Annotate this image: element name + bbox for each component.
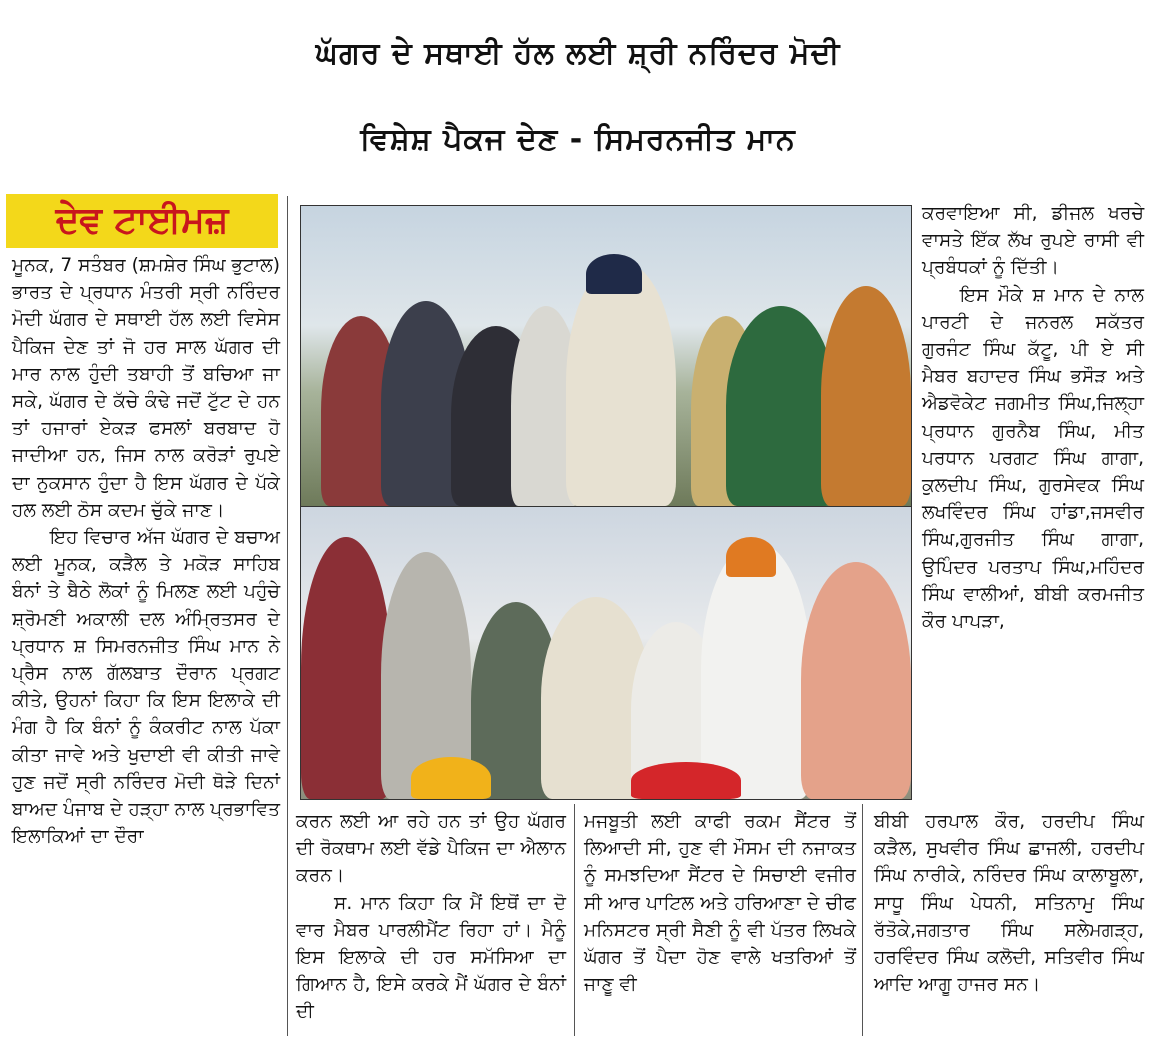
photo-figure: [726, 306, 836, 506]
source-badge: ਦੇਵ ਟਾਈਮਜ਼: [6, 194, 278, 248]
article-column-5: [874, 808, 1144, 998]
article-column-1: [12, 252, 280, 850]
photo-figure: [821, 286, 911, 506]
article-column-3: [584, 808, 856, 998]
article-paragraph: ਬੀਬੀ ਹਰਪਾਲ ਕੌਰ, ਹਰਦੀਪ ਸਿੰਘ ਕੜੈਲ, ਸੁਖਵੀਰ ਸਿੰਘ ਛਾਜਲੀ, ਹਰਦੀਪ ਸਿੰਘ ਨਾਰੀਕੇ, ਨਰਿੰਦਰ ਸਿੰਘ ਕਾਲਾਬੂਲਾ, ਸਾਧੂ ਸਿੰਘ ਪੇਧਨੀ, ਸਤਿਨਾਮੁ ਸਿੰਘ ਰੱਤੋਕੇ,ਜਗਤਾਰ ਸਿੰਘ ਸਲੇਮਗੜ੍ਹ, ਹਰਵਿੰਦਰ ਸਿੰਘ ਕਲੋਦੀ, ਸਤਿਵੀਰ ਸਿੰਘ ਆਦਿ ਆਗੂ ਹਾਜਰ ਸਨ।: [874, 811, 1144, 996]
photo-figure: [801, 562, 911, 799]
article-paragraph: ਕਰਨ ਲਈ ਆ ਰਹੇ ਹਨ ਤਾਂ ਉਹ ਘੱਗਰ ਦੀ ਰੋਕਥਾਮ ਲਈ ਵੱਡੇ ਪੈਕਿਜ ਦਾ ਐਲਾਨ ਕਰਨ।: [296, 811, 566, 887]
photo-figure: [631, 762, 741, 799]
column-divider: [862, 804, 863, 1036]
article-paragraph: ਮਜਬੂਤੀ ਲਈ ਕਾਫੀ ਰਕਮ ਸੈਂਟਰ ਤੋਂ ਲਿਆਦੀ ਸੀ, ਹੁਣ ਵੀ ਮੌਸਮ ਦੀ ਨਜਾਕਤ ਨੂੰ ਸਮਝਦਿਆ ਸੈਂਟਰ ਦੇ ਸਿਚਾਈ ਵਜੀਰ ਸੀ ਆਰ ਪਾਟਿਲ ਅਤੇ ਹਰਿਆਣਾ ਦੇ ਚੀਫ ਮਨਿਸਟਰ ਸ੍ਰੀ ਸੈਣੀ ਨੂੰ ਵੀ ਪੱਤਰ ਲਿਖਕੇ ਘੱਗਰ ਤੋਂ ਪੈਦਾ ਹੋਣ ਵਾਲੇ ਖਤਰਿਆਂ ਤੋਂ ਜਾਣੂ ਵੀ: [584, 811, 856, 996]
article-column-4: [922, 200, 1144, 635]
headline-line-2: ਵਿਸ਼ੇਸ਼ ਪੈਕਜ ਦੇਣ - ਸਿਮਰਨਜੀਤ ਮਾਨ: [360, 122, 796, 157]
photo-figure: [701, 542, 811, 799]
article-column-2: [296, 808, 566, 1026]
article-paragraph: ਇਸ ਮੌਕੇ ਸ਼ ਮਾਨ ਦੇ ਨਾਲ ਪਾਰਟੀ ਦੇ ਜਨਰਲ ਸਕੱਤਰ ਗੁਰਜੰਟ ਸਿੰਘ ਕੱਟੂ, ਪੀ ਏ ਸੀ ਮੈਬਰ ਬਹਾਦਰ ਸਿੰਘ ਭਸੌੜ ਅਤੇ ਐਡਵੋਕੇਟ ਜਗਮੀਤ ਸਿੰਘ,ਜਿਲ੍ਹਾ ਪ੍ਰਧਾਨ ਗੁਰਨੈਬ ਸਿੰਘ, ਮੀਤ ਪਰਧਾਨ ਪਰਗਟ ਸਿੰਘ ਗਾਗਾ, ਕੁਲਦੀਪ ਸਿੰਘ, ਗੁਰਸੇਵਕ ਸਿੰਘ ਲਖਵਿੰਦਰ ਸਿੰਘ ਹਾਂਡਾ,ਜਸਵੀਰ ਸਿੰਘ,ਗੁਰਜੀਤ ਸਿੰਘ ਗਾਗਾ, ਉਪਿੰਦਰ ਪਰਤਾਪ ਸਿੰਘ,ਮਹਿੰਦਰ ਸਿੰਘ ਵਾਲੀਆਂ, ਬੀਬੀ ਕਰਮਜੀਤ ਕੌਰ ਪਾਪੜਾ,: [922, 284, 1144, 633]
article-paragraph: ਇਹ ਵਿਚਾਰ ਅੱਜ ਘੱਗਰ ਦੇ ਬਚਾਅ ਲਈ ਮੂਨਕ, ਕੜੈਲ ਤੇ ਮਕੋੜ ਸਾਹਿਬ ਬੰਨਾਂ ਤੇ ਬੈਠੇ ਲੋਕਾਂ ਨੂੰ ਮਿਲਣ ਲਈ ਪਹੁੰਚੇ ਸ਼੍ਰੋਮਣੀ ਅਕਾਲੀ ਦਲ ਅੰਮ੍ਰਿਤਸਰ ਦੇ ਪ੍ਰਧਾਨ ਸ਼ ਸਿਮਰਨਜੀਤ ਸਿੰਘ ਮਾਨ ਨੇ ਪ੍ਰੈਸ ਨਾਲ ਗੱਲਬਾਤ ਦੌਰਾਨ ਪ੍ਰਗਟ ਕੀਤੇ, ਉਹਨਾਂ ਕਿਹਾ ਕਿ ਇਸ ਇਲਾਕੇ ਦੀ ਮੰਗ ਹੈ ਕਿ ਬੰਨਾਂ ਨੂੰ ਕੰਕਰੀਟ ਨਾਲ ਪੱਕਾ ਕੀਤਾ ਜਾਵੇ ਅਤੇ ਖੁਦਾਈ ਵੀ ਕੀਤੀ ਜਾਵੇ ਹੁਣ ਜਦੋਂ ਸ੍ਰੀ ਨਰਿੰਦਰ ਮੋਦੀ ਥੋੜੇ ਦਿਨਾਂ ਬਾਅਦ ਪੰਜਾਬ ਦੇ ਹੜ੍ਹਾ ਨਾਲ ਪ੍ਰਭਾਵਿਤ ਇਲਾਕਿਆਂ ਦਾ ਦੌਰਾ: [12, 527, 280, 848]
article-paragraph: ਕਰਵਾਇਆ ਸੀ, ਡੀਜਲ ਖਰਚੇ ਵਾਸਤੇ ਇੱਕ ਲੱਖ ਰੁਪਏ ਰਾਸੀ ਵੀ ਪ੍ਰਬੰਧਕਾਂ ਨੂੰ ਦਿੱਤੀ।: [922, 203, 1144, 279]
headline-line-1: ਘੱਗਰ ਦੇ ਸਥਾਈ ਹੱਲ ਲਈ ਸ਼੍ਰੀ ਨਰਿੰਦਰ ਮੋਦੀ: [315, 36, 841, 71]
column-divider: [574, 804, 575, 1036]
photo-figure: [566, 261, 676, 506]
photo-figure: [726, 537, 776, 577]
news-photo-bottom: [300, 506, 912, 800]
photo-figure: [301, 537, 391, 799]
photo-figure: [411, 757, 491, 799]
article-paragraph: ਮੂਨਕ, 7 ਸਤੰਬਰ (ਸ਼ਮਸ਼ੇਰ ਸਿੰਘ ਭੁਟਾਲ) ਭਾਰਤ ਦੇ ਪ੍ਰਧਾਨ ਮੰਤਰੀ ਸ੍ਰੀ ਨਰਿੰਦਰ ਮੋਦੀ ਘੱਗਰ ਦੇ ਸਥਾਈ ਹੱਲ ਲਈ ਵਿਸੇਸ ਪੈਕਿਜ ਦੇਣ ਤਾਂ ਜੋ ਹਰ ਸਾਲ ਘੱਗਰ ਦੀ ਮਾਰ ਨਾਲ ਹੁੰਦੀ ਤਬਾਹੀ ਤੋਂ ਬਚਿਆ ਜਾ ਸਕੇ, ਘੱਗਰ ਦੇ ਕੱਚੇ ਕੰਢੇ ਜਦੋਂ ਟੁੱਟ ਦੇ ਹਨ ਤਾਂ ਹਜਾਰਾਂ ਏਕੜ ਫਸਲਾਂ ਬਰਬਾਦ ਹੋ ਜਾਦੀਆ ਹਨ, ਜਿਸ ਨਾਲ ਕਰੋੜਾਂ ਰੁਪਏ ਦਾ ਨੁਕਸਾਨ ਹੁੰਦਾ ਹੈ ਇਸ ਘੱਗਰ ਦੇ ਪੱਕੇ ਹਲ ਲਈ ਠੋਸ ਕਦਮ ਚੁੱਕੇ ਜਾਣ।: [12, 255, 280, 521]
column-divider: [287, 196, 288, 1036]
article-paragraph: ਸ. ਮਾਨ ਕਿਹਾ ਕਿ ਮੈਂ ਇਥੋਂ ਦਾ ਦੋ ਵਾਰ ਮੈਬਰ ਪਾਰਲੀਮੈਂਟ ਰਿਹਾ ਹਾਂ। ਮੈਨੂੰ ਇਸ ਇਲਾਕੇ ਦੀ ਹਰ ਸਮੱਸਿਆ ਦਾ ਗਿਆਨ ਹੈ, ਇਸੇ ਕਰਕੇ ਮੈਂ ਘੱਗਰ ਦੇ ਬੰਨਾਂ ਦੀ: [296, 892, 566, 1023]
news-photo-top: [300, 205, 912, 507]
photo-figure: [586, 254, 642, 294]
